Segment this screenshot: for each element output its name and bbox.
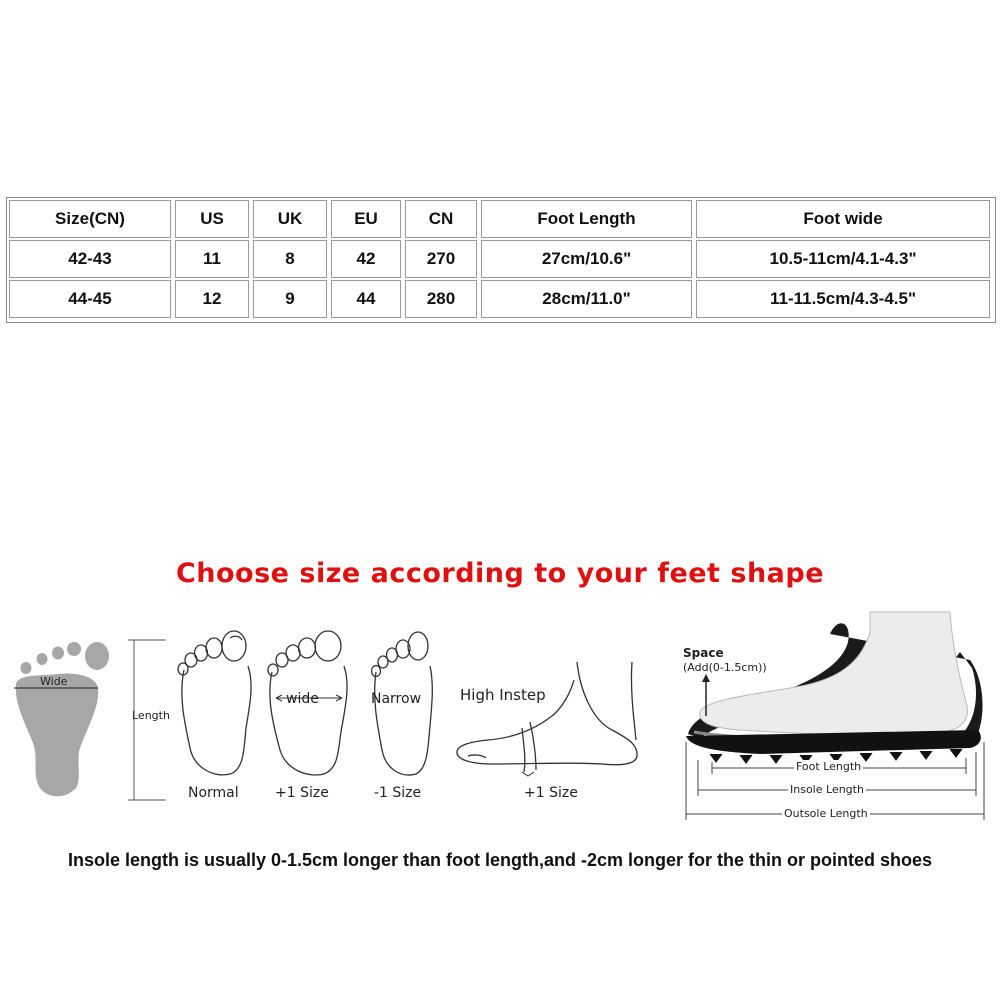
high-instep-title: High Instep xyxy=(460,686,546,704)
cell-uk: 8 xyxy=(253,240,327,278)
high-instep-caption: +1 Size xyxy=(524,785,578,801)
length-label: Length xyxy=(132,709,170,722)
header-eu: EU xyxy=(331,200,401,238)
cell-foot-length: 27cm/10.6" xyxy=(481,240,692,278)
cell-eu: 42 xyxy=(331,240,401,278)
wide-annotation: wide xyxy=(286,691,319,707)
narrow-caption: -1 Size xyxy=(374,785,422,801)
header-foot-length: Foot Length xyxy=(481,200,692,238)
foot-length-label: Foot Length xyxy=(796,760,862,773)
size-table xyxy=(6,197,996,323)
wide-caption: +1 Size xyxy=(275,785,329,801)
cell-us: 12 xyxy=(175,280,249,318)
cell-eu: 44 xyxy=(331,280,401,318)
wide-label: Wide xyxy=(40,675,68,688)
header-cn: CN xyxy=(405,200,477,238)
high-instep-foot-icon xyxy=(452,660,647,782)
cell-cn: 270 xyxy=(405,240,477,278)
cell-uk: 9 xyxy=(253,280,327,318)
outsole-length-label: Outsole Length xyxy=(784,807,868,820)
cell-foot-wide: 11-11.5cm/4.3-4.5" xyxy=(696,280,990,318)
space-label: Space xyxy=(683,646,724,660)
cell-size-cn: 44-45 xyxy=(9,280,171,318)
cell-cn: 280 xyxy=(405,280,477,318)
insole-footnote: Insole length is usually 0-1.5cm longer than foot length,and -2cm longer for the thin or pointed shoes xyxy=(67,850,933,870)
narrow-annotation: Narrow xyxy=(371,691,422,707)
cell-foot-wide: 10.5-11cm/4.1-4.3" xyxy=(696,240,990,278)
header-foot-wide: Foot wide xyxy=(696,200,990,238)
guide-headline: Choose size according to your feet shape xyxy=(175,558,825,589)
space-note: (Add(0-1.5cm)) xyxy=(683,661,767,674)
insole-length-label: Insole Length xyxy=(790,783,864,796)
cell-size-cn: 42-43 xyxy=(9,240,171,278)
cell-foot-length: 28cm/11.0" xyxy=(481,280,692,318)
header-uk: UK xyxy=(253,200,327,238)
header-size-cn: Size(CN) xyxy=(9,200,171,238)
normal-caption: Normal xyxy=(188,785,239,801)
normal-foot-icon xyxy=(174,628,258,780)
cell-us: 11 xyxy=(175,240,249,278)
header-us: US xyxy=(175,200,249,238)
